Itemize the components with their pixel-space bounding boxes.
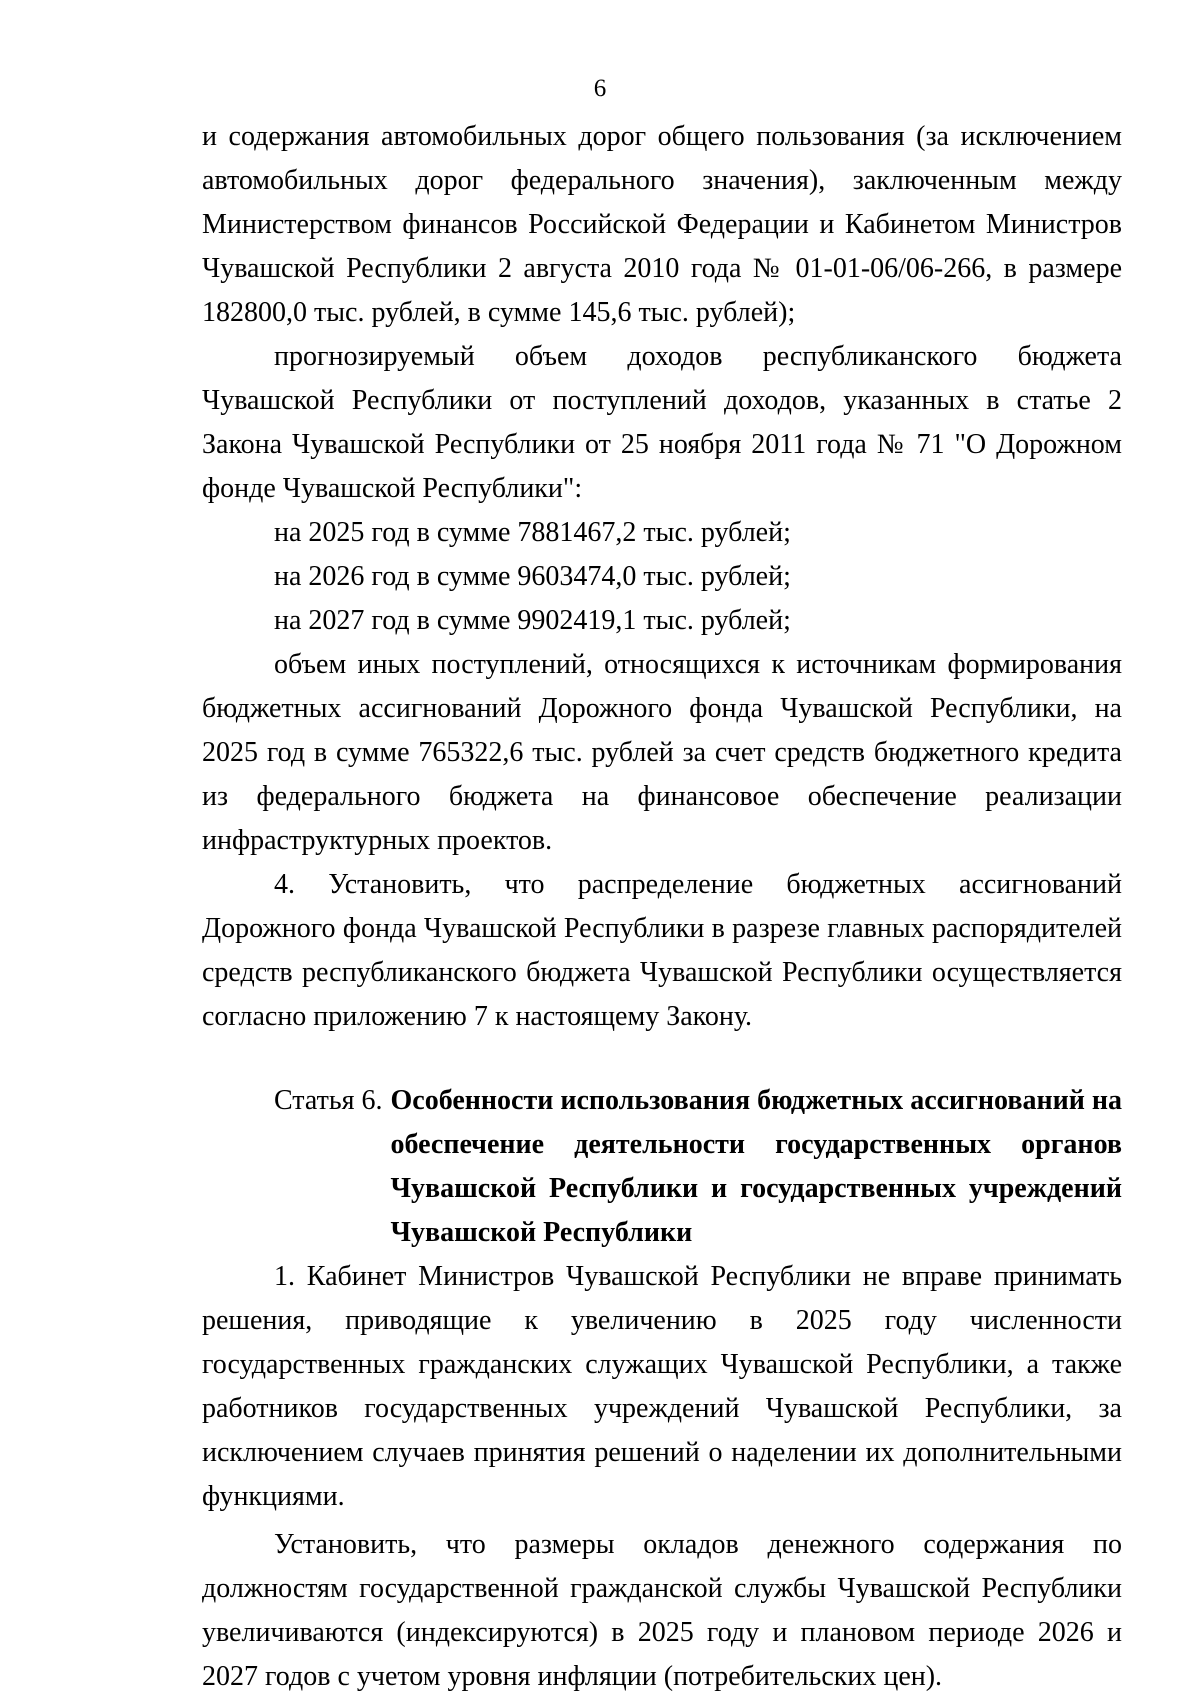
article-label: Статья 6.	[274, 1085, 383, 1116]
paragraph-revenue-2026: на 2026 год в сумме 9603474,0 тыс. рублей;	[274, 561, 791, 592]
paragraph-forecast-revenue: прогнозируемый объем доходов республиканского бюджета Чувашской Республики от поступлений доходов, указанных в статье 2 Закона Чувашской Республики от 25 ноября 2011 года № 71 "О Дорожном фонде Чувашской Республики":	[202, 341, 1122, 504]
paragraph-revenue-2027: на 2027 год в сумме 9902419,1 тыс. рублей;	[274, 605, 791, 636]
paragraph-salary-indexation: Установить, что размеры окладов денежного содержания по должностям государственной гражданской службы Чувашской Республики увеличиваются (индексируются) в 2025 году и плановом периоде 2026 и 2027 годов с учетом уровня инфляции (потребительских цен).	[202, 1529, 1122, 1692]
page-number: 6	[593, 75, 607, 102]
paragraph-item-1: 1. Кабинет Министров Чувашской Республики не вправе принимать решения, приводящие к увеличению в 2025 году численности государственных гражданских служащих Чувашской Республики, а также работников государственных учреждений Чувашской Республики, за исключением случаев принятия решений о наделении их дополнительными функциями.	[202, 1261, 1122, 1512]
paragraph-road-agreement: и содержания автомобильных дорог общего пользования (за исключением автомобильных дорог федерального значения), заключенным между Министерством финансов Российской Федерации и Кабинетом Министров Чувашской Республики 2 августа 2010 года № 01-01-06/06-266, в размере 182800,0 тыс. рублей, в сумме 145,6 тыс. рублей);	[202, 121, 1122, 328]
article-title: Особенности использования бюджетных ассигнований на обеспечение деятельности государственных органов Чувашской Республики и государственных учреждений Чувашской Республики	[390, 1085, 1122, 1248]
paragraph-other-receipts: объем иных поступлений, относящихся к источникам формирования бюджетных ассигнований Дорожного фонда Чувашской Республики, на 2025 год в сумме 765322,6 тыс. рублей за счет средств бюджетного кредита из федерального бюджета на финансовое обеспечение реализации инфраструктурных проектов.	[202, 649, 1122, 856]
article-heading	[274, 1079, 1122, 1255]
document-body	[202, 115, 1122, 1699]
paragraph-item-4: 4. Установить, что распределение бюджетных ассигнований Дорожного фонда Чувашской Республики в разрезе главных распорядителей средств республиканского бюджета Чувашской Республики осуществляется согласно приложению 7 к настоящему Закону.	[202, 869, 1122, 1032]
paragraph-revenue-2025: на 2025 год в сумме 7881467,2 тыс. рублей;	[274, 517, 791, 548]
